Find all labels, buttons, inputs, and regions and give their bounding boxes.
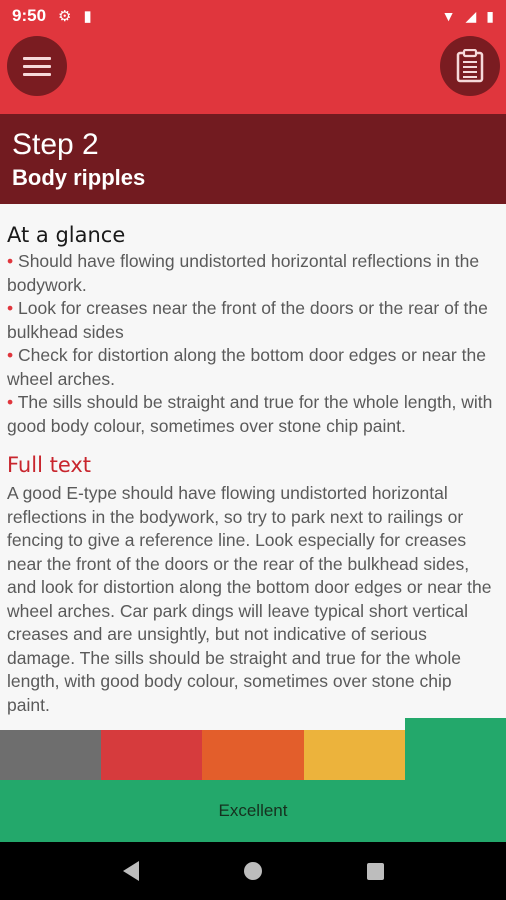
back-icon[interactable] [123, 861, 139, 881]
rating-label: Excellent [218, 801, 288, 820]
checklist-button[interactable] [440, 36, 500, 96]
step-subtitle: Body ripples [12, 165, 146, 190]
glance-bullet: • Check for distortion along the bottom door edges or near the wheel arches. [7, 345, 486, 389]
rating-option-4[interactable] [304, 730, 405, 780]
home-icon[interactable] [244, 862, 262, 880]
rating-swatches [0, 730, 506, 780]
battery-icon: ▮ [486, 7, 494, 24]
sd-card-icon: ▮ [83, 8, 92, 25]
status-bar [0, 0, 506, 32]
signal-icon: ◢ [465, 7, 477, 24]
glance-heading: At a glance [7, 223, 126, 247]
navigation-bar [0, 842, 506, 900]
hamburger-menu-icon [23, 52, 51, 81]
rating-option-5[interactable] [405, 718, 506, 780]
content-scroll[interactable] [0, 204, 506, 734]
app-bar [0, 32, 506, 114]
menu-button[interactable] [7, 36, 67, 96]
gear-icon: ⚙ [58, 8, 72, 25]
rating-option-3[interactable] [202, 730, 303, 780]
glance-bullet: • The sills should be straight and true for the whole length, with good body colour, sometimes over stone chip paint. [7, 392, 493, 436]
rating-option-1[interactable] [0, 730, 101, 780]
glance-bullet: • Look for creases near the front of the doors or the rear of the bulkhead sides [7, 298, 488, 342]
glance-bullet: • Should have flowing undistorted horizontal reflections in the bodywork. [7, 251, 480, 295]
rating-selector [0, 718, 506, 842]
wifi-icon: ▼ [441, 8, 456, 24]
full-text-heading: Full text [7, 453, 92, 477]
rating-option-2[interactable] [101, 730, 202, 780]
recents-icon[interactable] [367, 863, 384, 880]
full-text-body: A good E-type should have flowing undistorted horizontal reflections in the bodywork, so try to park next to railings or fencing to give a reference line. Look especially for creases near the front of the doors or the rear of the bulkhead sides, and look for distortion along the bottom door edges or near the wheel arches. Car park dings will leave typical short vertical creases and are unsightly, but not indicative of serious damage. The sills should be straight and true for the whole length, with good body colour, sometimes over stone chip paint. [7, 483, 492, 715]
step-title: Step 2 [12, 128, 99, 161]
step-header [0, 114, 506, 204]
clipboard-checklist-icon [456, 49, 484, 83]
status-time: 9:50 [12, 6, 47, 25]
rating-label-bar [0, 780, 506, 842]
